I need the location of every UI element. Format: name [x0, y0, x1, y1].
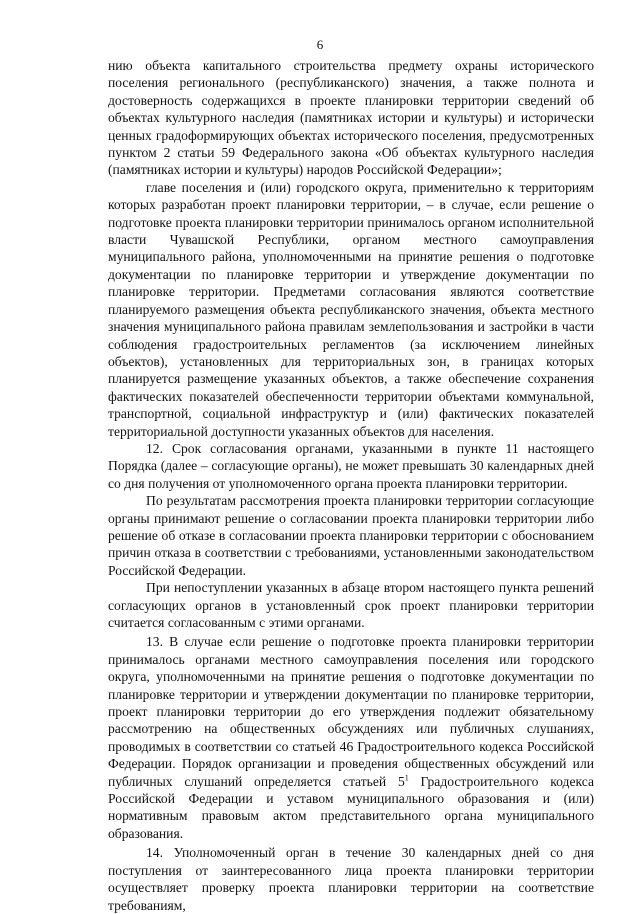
paragraph-non-receipt: При непоступлении указанных в абзаце втором настоящего пункта решений согласующих органов в установленный срок проект планировки территории считается согласованным с этими органами.: [108, 580, 594, 630]
page-number: 6: [316, 37, 324, 52]
paragraph-continuation: нию объекта капитального строительства предмету охраны исторического поселения регионального (республиканского) значения, а также полнота и достоверность содержащихся в проекте планировки территории сведений об объектах культурного наследия (памятниках истории и культуры) и исторически ценных градоформирующих объектах исторического поселения, предусмотренных пунктом 2 статьи 59 Федерального закона «Об объектах культурного наследия (памятниках истории и культуры) народов Российской Федерации»;: [108, 58, 594, 178]
body-text: [108, 57, 594, 914]
paragraph-item-13-text: 13. В случае если решение о подготовке проекта планировки территории принималось органами местного самоуправления поселения или городского округа, уполномоченными на принятие решения о подготовке документации по планировке территории и утверждении документации по планировке территории, проект планировки территории до его утверждения подлежит обязательному рассмотрению на общественных обсуждениях или публичных слушаниях, проводимых в соответствии со статьей 46 Градостроительного кодекса Российской Федерации. Порядок организации и проведения общественных обсуждений или публичных слушаний определяется статьей 5: [108, 634, 594, 789]
paragraph-item-13: [108, 633, 594, 842]
paragraph-head-approval: главе поселения и (или) городского округа, применительно к территориям которых разработан проект планировки территории, – в случае, если решение о подготовке проекта планировки территории принималось органом исполнительной власти Чувашской Республики, органом местного самоуправления муниципального района, уполномоченными на принятие решения о подготовке документации по планировке территории и утверждение документации по планировке территории. Предметами согласования являются соответствие планируемого размещения объекта республиканского значения, объекта местного значения муниципального района правилам землепользования и застройки в части соблюдения градостроительных регламентов (за исключением линейных объектов), установленных для территориальных зон, в границах которых планируется размещение указанных объектов, а также обеспечение сохранения фактических показателей обеспеченности территории объектами коммунальной, транспортной, социальной инфраструктур и (или) фактических показателей территориальной доступности указанных объектов для населения.: [108, 179, 594, 439]
article-superscript: 1: [404, 773, 409, 783]
paragraph-item-12: 12. Срок согласования органами, указанными в пункте 11 настоящего Порядка (далее – согласующие органы), не может превышать 30 календарных дней со дня получения от уполномоченного органа проекта планировки территории.: [108, 440, 594, 491]
paragraph-item-13-tail: Градостроительного кодекса Российской Федерации и уставом муниципального образования и (или) нормативным правовым актом представительного органа муниципального образования.: [108, 773, 594, 841]
paragraph-item-14: 14. Уполномоченный орган в течение 30 календарных дней со дня поступления от заинтересованного лица проекта планировки территории осуществляет проверку проекта планировки территории на соответствие требованиям,: [108, 845, 594, 913]
paragraph-review-results: По результатам рассмотрения проекта планировки территории согласующие органы принимают решение о согласовании проекта планировки территории либо решение об отказе в согласовании проекта планировки территории с обоснованием причин отказа в соответствии с требованиями, установленными законодательством Российской Федерации.: [108, 493, 594, 578]
